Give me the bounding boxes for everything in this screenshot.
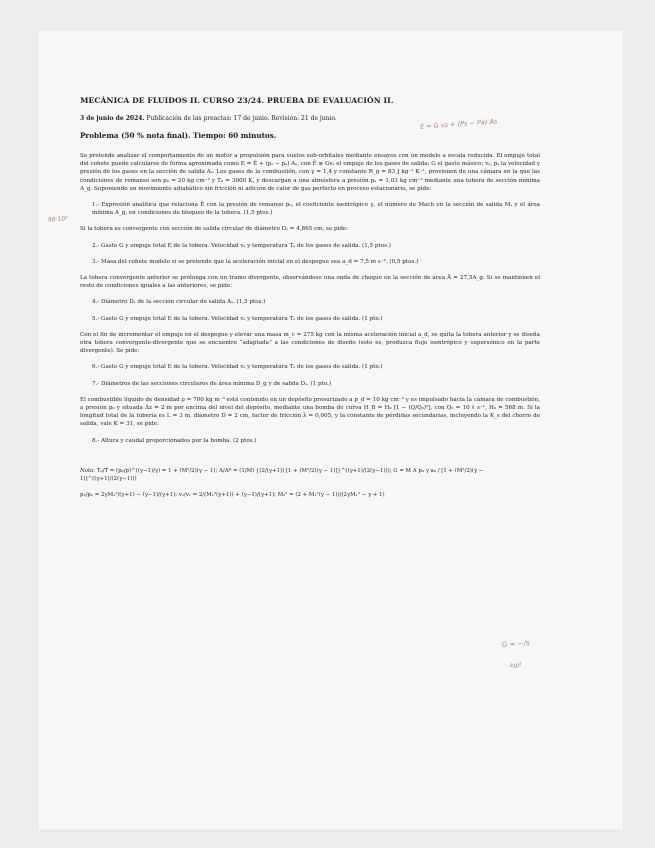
question-1: 1.- Expresión analítica que relaciona Ê con la presión de remanso p₀, el coeficiente isentrópico γ, el número de Mach en la sección de salida Mₛ y el área mínima A_g, en condiciones de bloqueo de la tobera. (1,5 ptos.) (92, 202, 540, 217)
handwritten-formula-note: E = G vs + (Ps − Pa) As (419, 117, 498, 131)
question-5: 5.- Gasto G y empuje total E de la tobera. Velocidad vₛ y temperatura Tₛ de los gases de salida. (1 pto.) (92, 315, 383, 322)
question-4: 4.- Diámetro Dₛ de la sección circular de salida Aₛ. (1,5 ptos.) (92, 299, 266, 306)
question-3: 3.- Masa del cohete modelo si se pretende que la aceleración inicial en el despegue sea a_d = 7,5 m s⁻². (0,5 ptos.) (92, 258, 419, 265)
paragraph-convergent: Si la tobera es convergente con sección de salida circular de diámetro Dₛ = 4,865 cm, se pide: (80, 226, 349, 233)
exam-dateline (80, 115, 540, 122)
question-2: 2.- Gasto G y empuje total E de la tobera. Velocidad vₛ y temperatura Tₛ de los gases de salida. (1,5 ptos.) (92, 242, 391, 249)
handwritten-note-g: G = ~/s (501, 639, 530, 649)
paragraph-adapted: Con el fin de incrementar el empuje en el despegue y elevar una masa m_c = 275 kg con la misma aceleración inicial a_d, se quita la tobera anterior y se diseña otra tobera convergente-divergente que se encuentre “adaptada” a las condiciones de diseño (esto es, produzca flujo isentrópico y supersónico en la parte divergente). Se pide: (80, 331, 540, 355)
handwritten-note-kg: kg/l (509, 661, 522, 670)
question-6: 6.- Gasto G y empuje total E de la tobera. Velocidad vₛ y temperatura Tₛ de los gases de salida. (1 pto.) (92, 364, 383, 371)
note-formulas-isentropic: T₀/T = (p₀/p)^((γ−1)/γ) = 1 + (M²/2)(γ − 1); A/A* = (1/M) {(2/(γ+1)) [1 + (M²/2)(γ − 1)]}^((γ+1)/(2(γ−1))); G = M A p₀ γ a₀ / [1 + (M²/2)(γ − 1)]^((γ+1)/(2(γ−1))) (80, 467, 484, 482)
paragraph-shock: La tobera convergente anterior se prolonga con un tramo divergente, observándose una onda de choque en la sección de área Ā = 27,5A_g. Si se mantienen el resto de condiciones iguales a las anteriores, se pide: (80, 275, 540, 290)
paragraph-pump: El combustible líquido de densidad ρ = 700 kg m⁻³ está contenido en un depósito presurizado a p_d = 10 kg cm⁻² y es impulsado hacia la cámara de combustión, a presión p₀ y situada Δz = 2 m por encima del nivel del depósito, mediante una bomba de curva H_B = H₀ [1 − (Q/Q₀)²], con Q₀ = 10 ℓ s⁻¹, H₀ = 568 m. Si la longitud total de la tubería es L = 3 m, diámetro D = 2 cm, factor de fricción λ = 0,005, y la constante de pérdidas secundarias, incluyendo la K_s del chorro de salida, vale K = 31, se pide: (80, 396, 540, 428)
problem-heading: Problema (50 % nota final). Tiempo: 60 minutos. (80, 131, 277, 140)
question-7: 7.- Diámetros de las secciones circulares de área mínima D_g y de salida Dₛ. (1 pto.) (92, 380, 332, 387)
intro-paragraph: Se pretende analizar el comportamiento de un motor a propulsión para vuelos sub-orbitales mediante ensayos con un modelo a escala reducida. El empuje total del cohete puede calcularse de forma aproximada como E = Ê + (pₛ − pₐ) Aₛ, con Ê ≡ Gvₛ el empuje de los gases de salida; G el gasto másico; vₛ, pₛ la velocidad y presión de los gases en la sección de salida Aₛ. Los gases de la combustión, con γ = 1,4 y constante R_g = 83 J kg⁻¹ K⁻¹, provienen de una cámara en la que las condiciones de remanso son p₀ = 20 kg cm⁻² y T₀ = 3000 K, y descargan a una atmósfera a presión pₐ = 1,03 kg cm⁻² mediante una tobera de sección mínima A_g. Suponiendo un movimiento adiabático sin fricción ni adición de calor de gas perfecto en proceso estacionario, se pide: (80, 153, 540, 192)
note-label: Nota: (80, 467, 96, 474)
exam-dates-info: Publicación de las preactas: 17 de junio. Revisión: 21 de junio. (146, 115, 337, 122)
exam-date: 3 de junio de 2024. (80, 115, 145, 122)
formula-note (80, 467, 540, 499)
question-8: 8.- Altura y caudal proporcionados por la bomba. (2 ptos.) (92, 437, 257, 444)
note-formulas-shock: p₂/p₁ = 2γM₁²/(γ+1) − (γ−1)/(γ+1); v₂/v₁ = 2/(M₁²(γ+1)) + (γ−1)/(γ+1); M₂² = (2 + M₁²(γ − 1))/(2γM₁² − γ + 1) (80, 491, 385, 498)
exam-title: MECÁNICA DE FLUIDOS II. CURSO 23/24. PRUEBA DE EVALUACIÓN II. (80, 96, 394, 105)
handwritten-margin-note: 98·10³ (47, 215, 68, 224)
exam-content (80, 96, 540, 499)
